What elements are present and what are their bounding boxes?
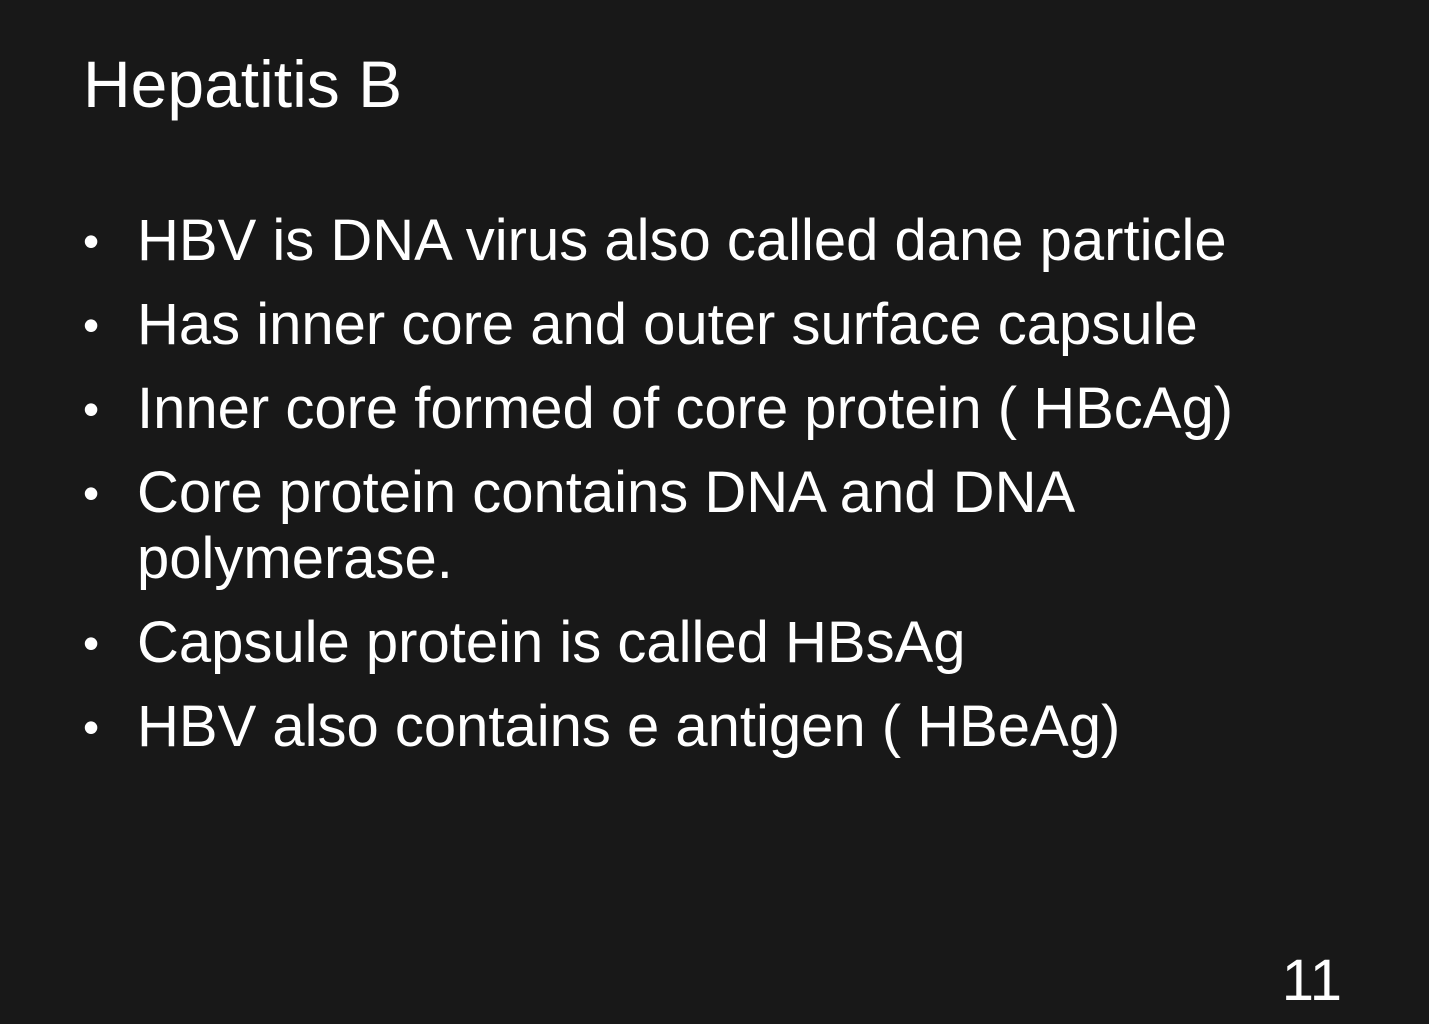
bullet-icon: • (83, 215, 100, 267)
bullet-text: Inner core formed of core protein ( HBcAg) (137, 376, 1234, 441)
bullet-icon: • (83, 383, 100, 435)
list-item (83, 610, 1403, 676)
bullet-icon: • (83, 299, 100, 351)
list-item (83, 208, 1403, 274)
list-item (83, 376, 1403, 442)
list-item (83, 292, 1403, 358)
bullet-text: HBV is DNA virus also called dane particle (137, 208, 1227, 273)
list-item (83, 460, 1403, 592)
bullet-icon: • (83, 701, 100, 753)
bullet-icon: • (83, 467, 100, 519)
list-item (83, 694, 1403, 760)
bullet-text: HBV also contains e antigen ( HBeAg) (137, 694, 1121, 759)
slide-title: Hepatitis B (83, 47, 403, 121)
bullet-list (83, 208, 1403, 778)
bullet-text: Capsule protein is called HBsAg (137, 610, 966, 675)
bullet-text: Has inner core and outer surface capsule (137, 292, 1198, 357)
slide-number: 11 (1281, 948, 1342, 1013)
bullet-text: Core protein contains DNA and DNA polymerase. (137, 460, 1076, 591)
bullet-icon: • (83, 617, 100, 669)
